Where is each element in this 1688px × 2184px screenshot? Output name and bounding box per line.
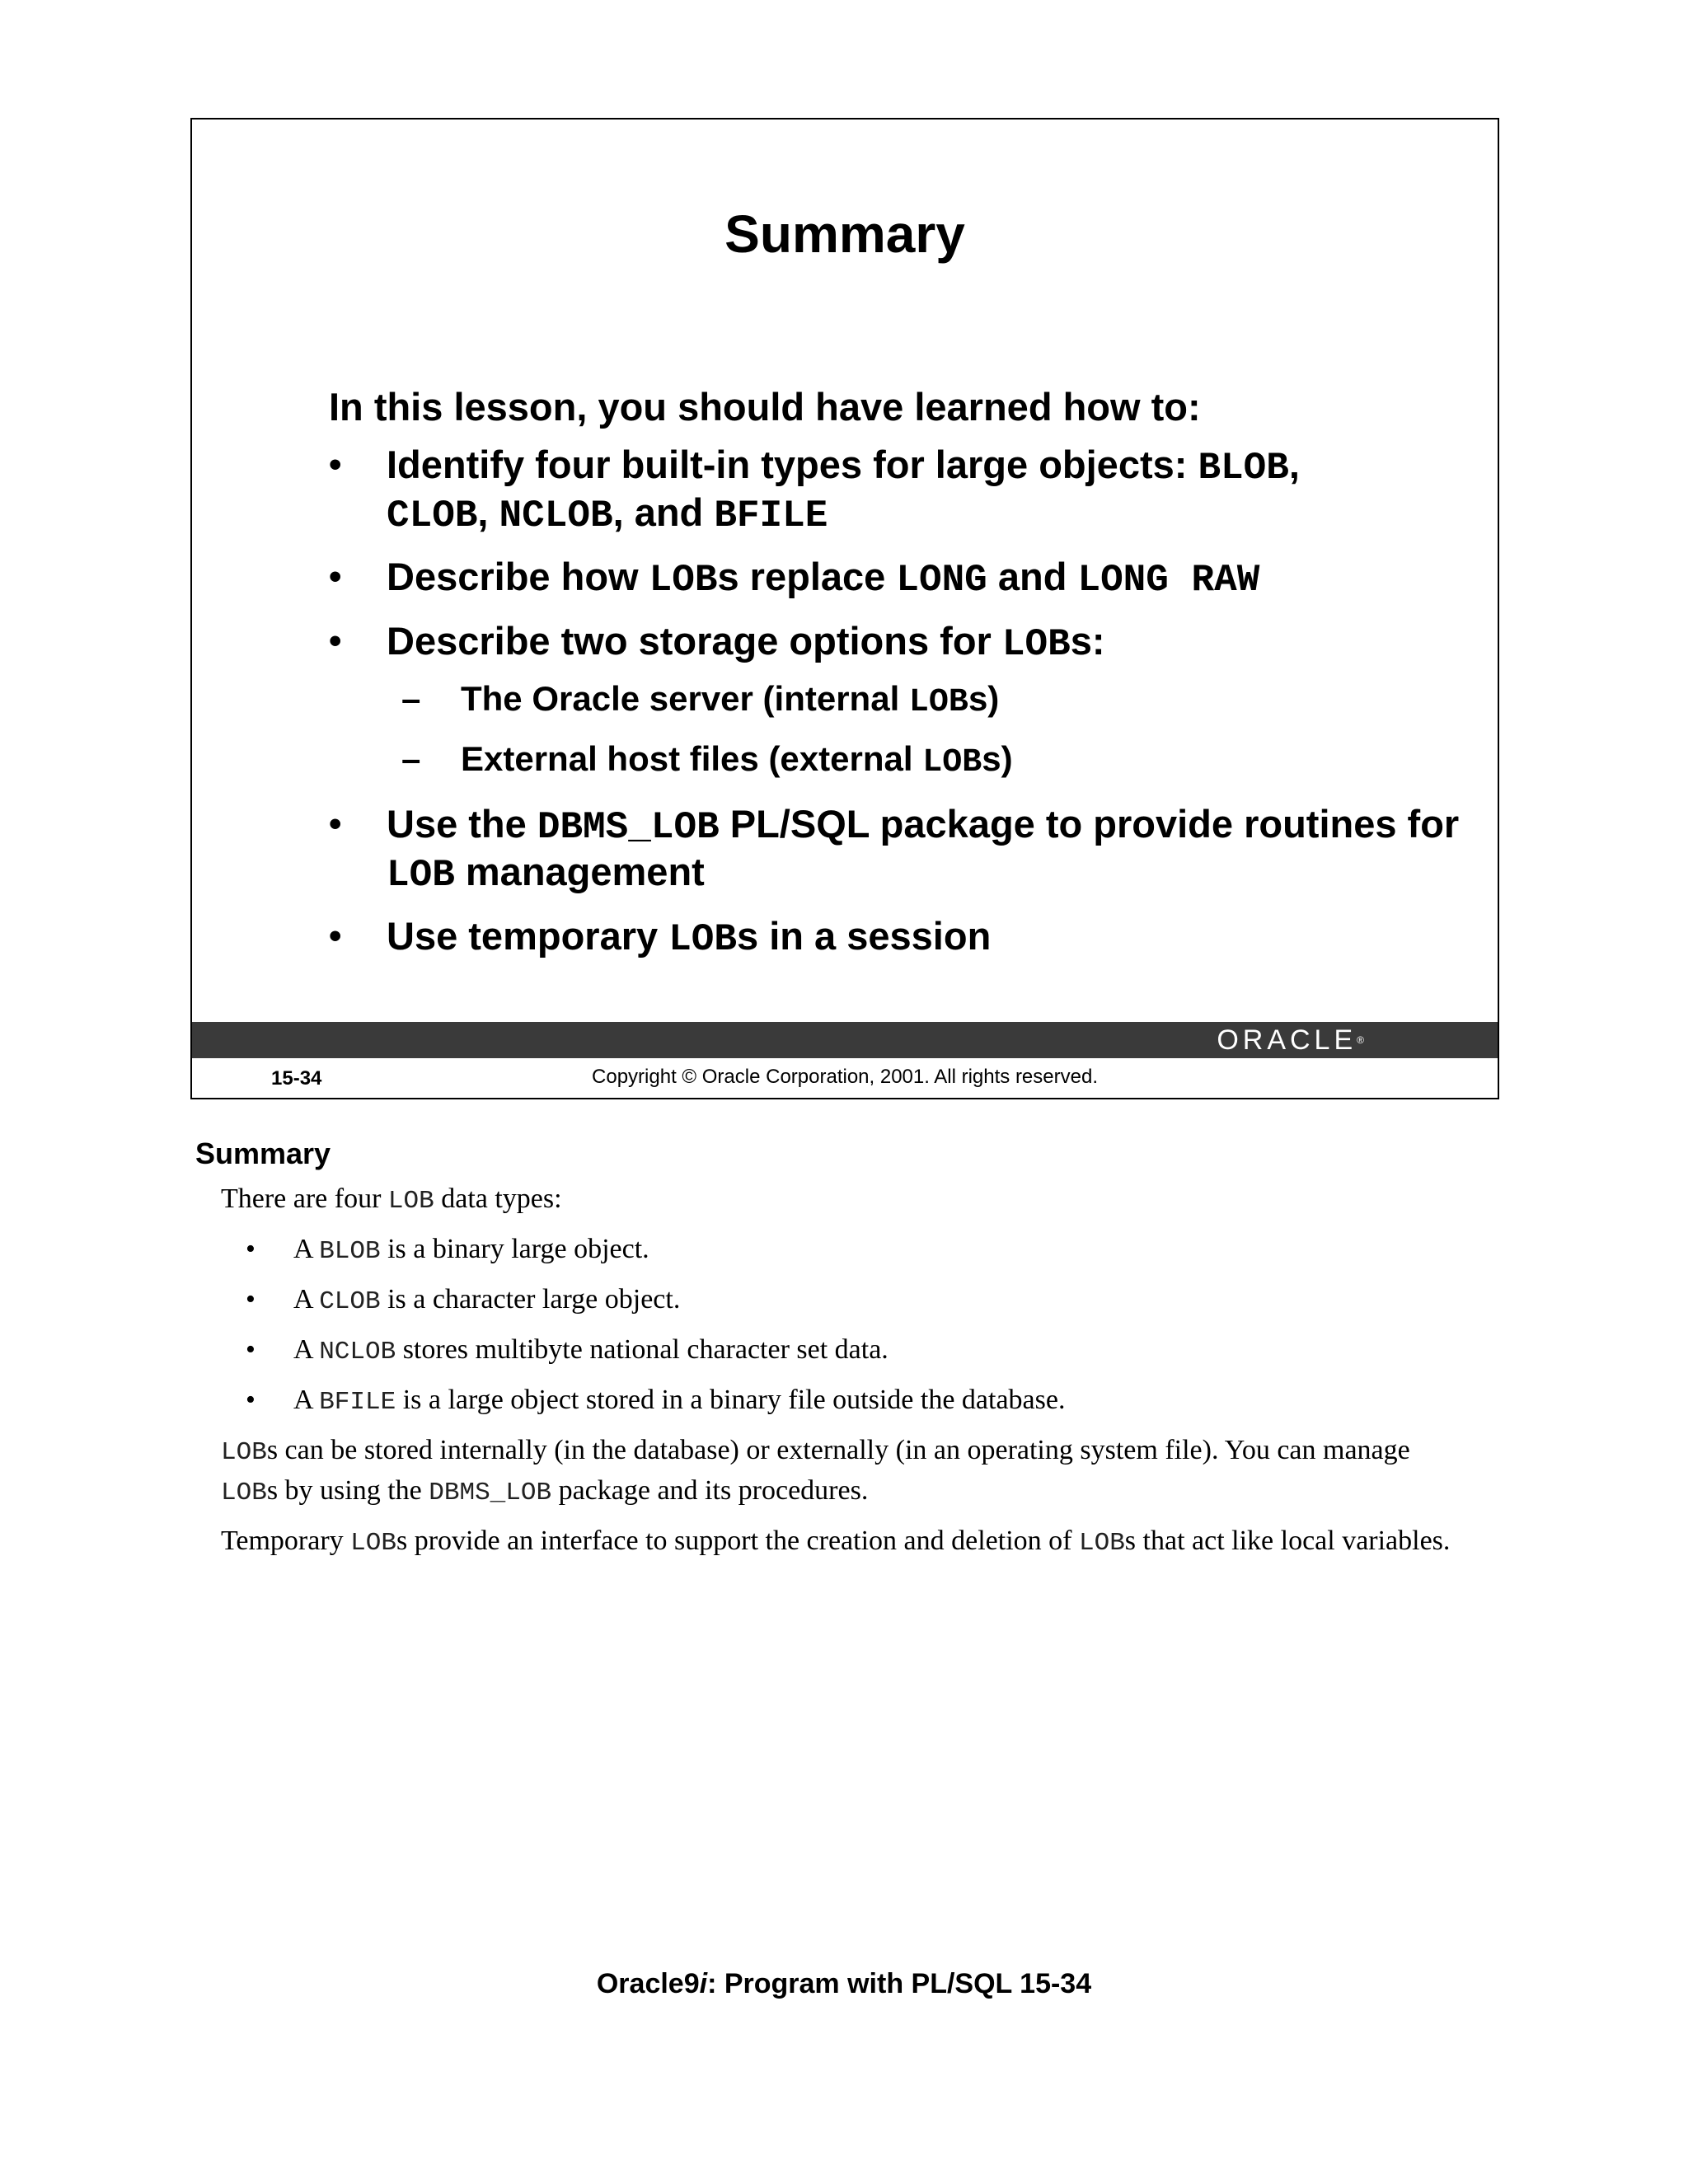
dash-icon: – bbox=[401, 679, 421, 718]
bullet-dot-icon: • bbox=[246, 1385, 256, 1415]
notes-paragraph: LOBs can be stored internally (in the database) or externally (in an operating system file). You can manage LOBs by using the DBMS_LOB package and its procedures. bbox=[221, 1435, 1410, 1507]
slide-title: Summary bbox=[724, 204, 965, 264]
slide-bullet: • Use temporary LOBs in a session bbox=[329, 914, 992, 961]
slide-bullet-list bbox=[329, 443, 1466, 962]
notes-paragraph: Temporary LOBs provide an interface to support the creation and deletion of LOBs that act like local variables. bbox=[221, 1526, 1451, 1558]
slide-sub-bullet: – External host files (external LOBs) bbox=[387, 737, 1466, 785]
slide-bullet: • Identify four built-in types for large objects: BLOB, CLOB, NCLOB, and BFILE bbox=[329, 443, 1300, 537]
slide-frame bbox=[190, 118, 1499, 1099]
list-item: • A NCLOB stores multibyte national character set data. bbox=[221, 1331, 1474, 1371]
bullet-dot-icon: • bbox=[329, 804, 342, 844]
notes-body bbox=[221, 1180, 1474, 1572]
slide-intro: In this lesson, you should have learned how to: bbox=[329, 385, 1201, 429]
notes-list bbox=[221, 1230, 1474, 1422]
dash-icon: – bbox=[401, 739, 421, 778]
list-item: • A BFILE is a large object stored in a binary file outside the database. bbox=[221, 1381, 1474, 1422]
bullet-dot-icon: • bbox=[246, 1234, 256, 1264]
slide-bullet: • Use the DBMS_LOB PL/SQL package to provide routines for LOB management bbox=[329, 802, 1460, 897]
bullet-dot-icon: • bbox=[246, 1284, 256, 1315]
list-item: • A BLOB is a binary large object. bbox=[221, 1230, 1474, 1271]
bullet-dot-icon: • bbox=[329, 444, 342, 485]
list-item: • A CLOB is a character large object. bbox=[221, 1281, 1474, 1321]
bullet-dot-icon: • bbox=[246, 1334, 256, 1365]
oracle-footer-bar bbox=[192, 1022, 1498, 1058]
copyright-text: Copyright © Oracle Corporation, 2001. All rights reserved. bbox=[592, 1066, 1098, 1088]
bullet-dot-icon: • bbox=[329, 556, 342, 597]
slide-sub-bullet: – The Oracle server (internal LOBs) bbox=[387, 677, 1466, 725]
slide-bullet: • Describe how LOBs replace LONG and LONG RAW bbox=[329, 555, 1260, 602]
slide-sub-list bbox=[387, 677, 1466, 785]
slide-body bbox=[329, 383, 1466, 978]
notes-heading: Summary bbox=[195, 1137, 331, 1170]
notes-paragraph: There are four LOB data types: bbox=[221, 1183, 562, 1216]
slide-bullet: • Describe two storage options for LOBs: – The Oracle server (internal LOBs) – External host files (external LOBs) bbox=[329, 619, 1466, 785]
page-footer: Oracle9i: Program with PL/SQL 15-34 bbox=[596, 1968, 1092, 1999]
slide-number: 15-34 bbox=[271, 1067, 322, 1090]
oracle-logo: ORACLE® bbox=[1217, 1024, 1364, 1056]
bullet-dot-icon: • bbox=[329, 621, 342, 661]
bullet-dot-icon: • bbox=[329, 916, 342, 956]
